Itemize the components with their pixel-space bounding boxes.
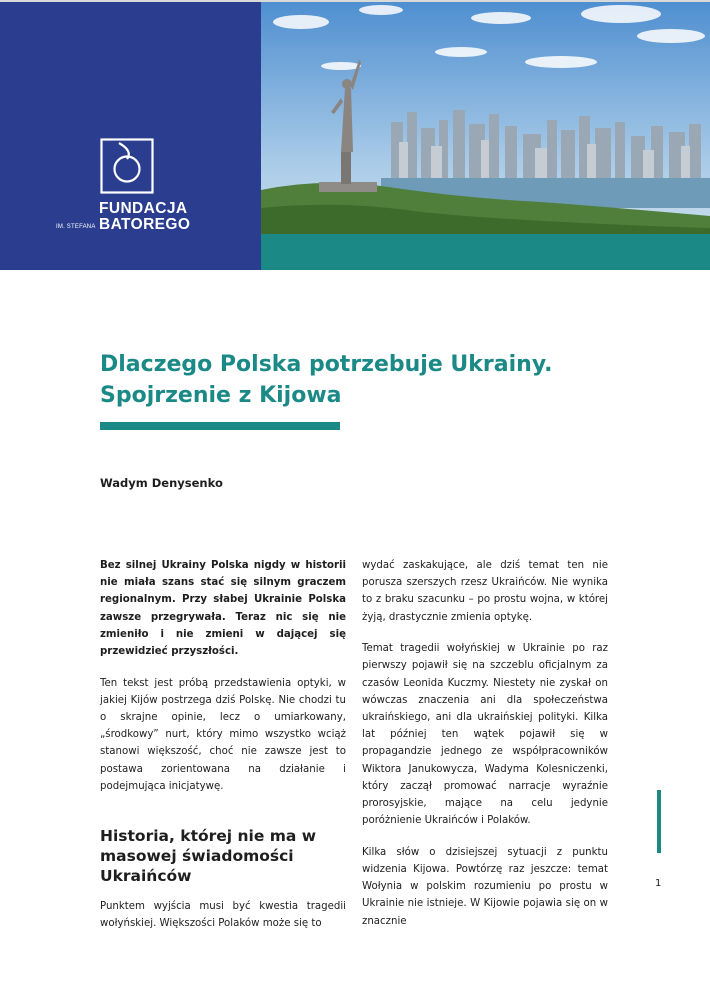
lead-paragraph: Bez silnej Ukrainy Polska nigdy w historii nie miała szans stać się silnym graczem regionalnym. Przy słabej Ukrainie Polska zawsze przegrywała. Teraz nic się nie zmieniło i nie zmieni w dającej się przewidzieć przyszłości. — [100, 560, 346, 658]
body-paragraph-1: wydać zaskakujące, ale dziś temat ten nie porusza szerszych rzesz Ukraińców. Nie wynika to z braku szacunku – po prostu wojna, w której żyją, drastycznie zmienia optykę. — [362, 560, 608, 623]
kyiv-skyline-photo — [261, 2, 710, 270]
left-column — [100, 557, 346, 947]
intro-paragraph: Ten tekst jest próbą przedstawienia optyki, w jakiej Kijów postrzega dziś Polskę. Nie chodzi tu o skrajne opinie, lecz o umiarkowany, „środkowy” nurt, który mimo wszystko wciąż stanowi większość, choć nie zawsze jest to postawa zorientowana na działanie i podejmująca inicjatywę. — [100, 677, 346, 792]
logo-prefix: IM. STEFANA — [56, 224, 96, 230]
title-line-1: Dlaczego Polska potrzebuje Ukrainy. — [100, 352, 553, 377]
article-title — [100, 349, 620, 411]
page-number: 1 — [655, 878, 662, 889]
title-underline — [100, 422, 340, 430]
logo-line-batorego: BATOREGO — [99, 216, 191, 233]
right-column — [362, 557, 608, 944]
body-paragraph-3: Kilka słów o dzisiejszej sytuacji z punktu widzenia Kijowa. Powtórzę raz jeszcze: temat Wołynia w polskim rozumieniu po prostu w Ukrainie nie istnieje. W Kijowie pojawia się on w znacznie — [362, 846, 608, 927]
body-paragraph-2: Temat tragedii wołyńskiej w Ukrainie po raz pierwszy pojawił się na szczeblu oficjalnym za czasów Leonida Kuczmy. Niestety nie zyskał on wówczas znaczenia ani dla społeczeństwa ukraińskiego, ani dla ukraińskiej polityki. Kilka lat później ten wątek pojawił się w propagandzie jednego ze współpracowników Wiktora Janukowycza, Wadyma Kolesniczenki, który zaczął promować narracje wyraźnie prorosyjskie, mające na celu jedynie poróżnienie Ukraińców i Polaków. — [362, 643, 608, 827]
page-side-marker — [657, 790, 661, 853]
section-heading: Historia, której nie ma w masowej świadomości Ukraińców — [100, 827, 317, 886]
logo-line-fundacja: FUNDACJA — [99, 200, 188, 217]
foundation-logo-icon — [100, 138, 154, 194]
author-name: Wadym Denysenko — [100, 476, 223, 490]
title-line-2: Spojrzenie z Kijowa — [100, 383, 342, 408]
teal-header-strip — [261, 234, 710, 270]
section-paragraph: Punktem wyjścia musi być kwestia tragedii wołyńskiej. Większości Polaków może się to — [100, 901, 346, 930]
